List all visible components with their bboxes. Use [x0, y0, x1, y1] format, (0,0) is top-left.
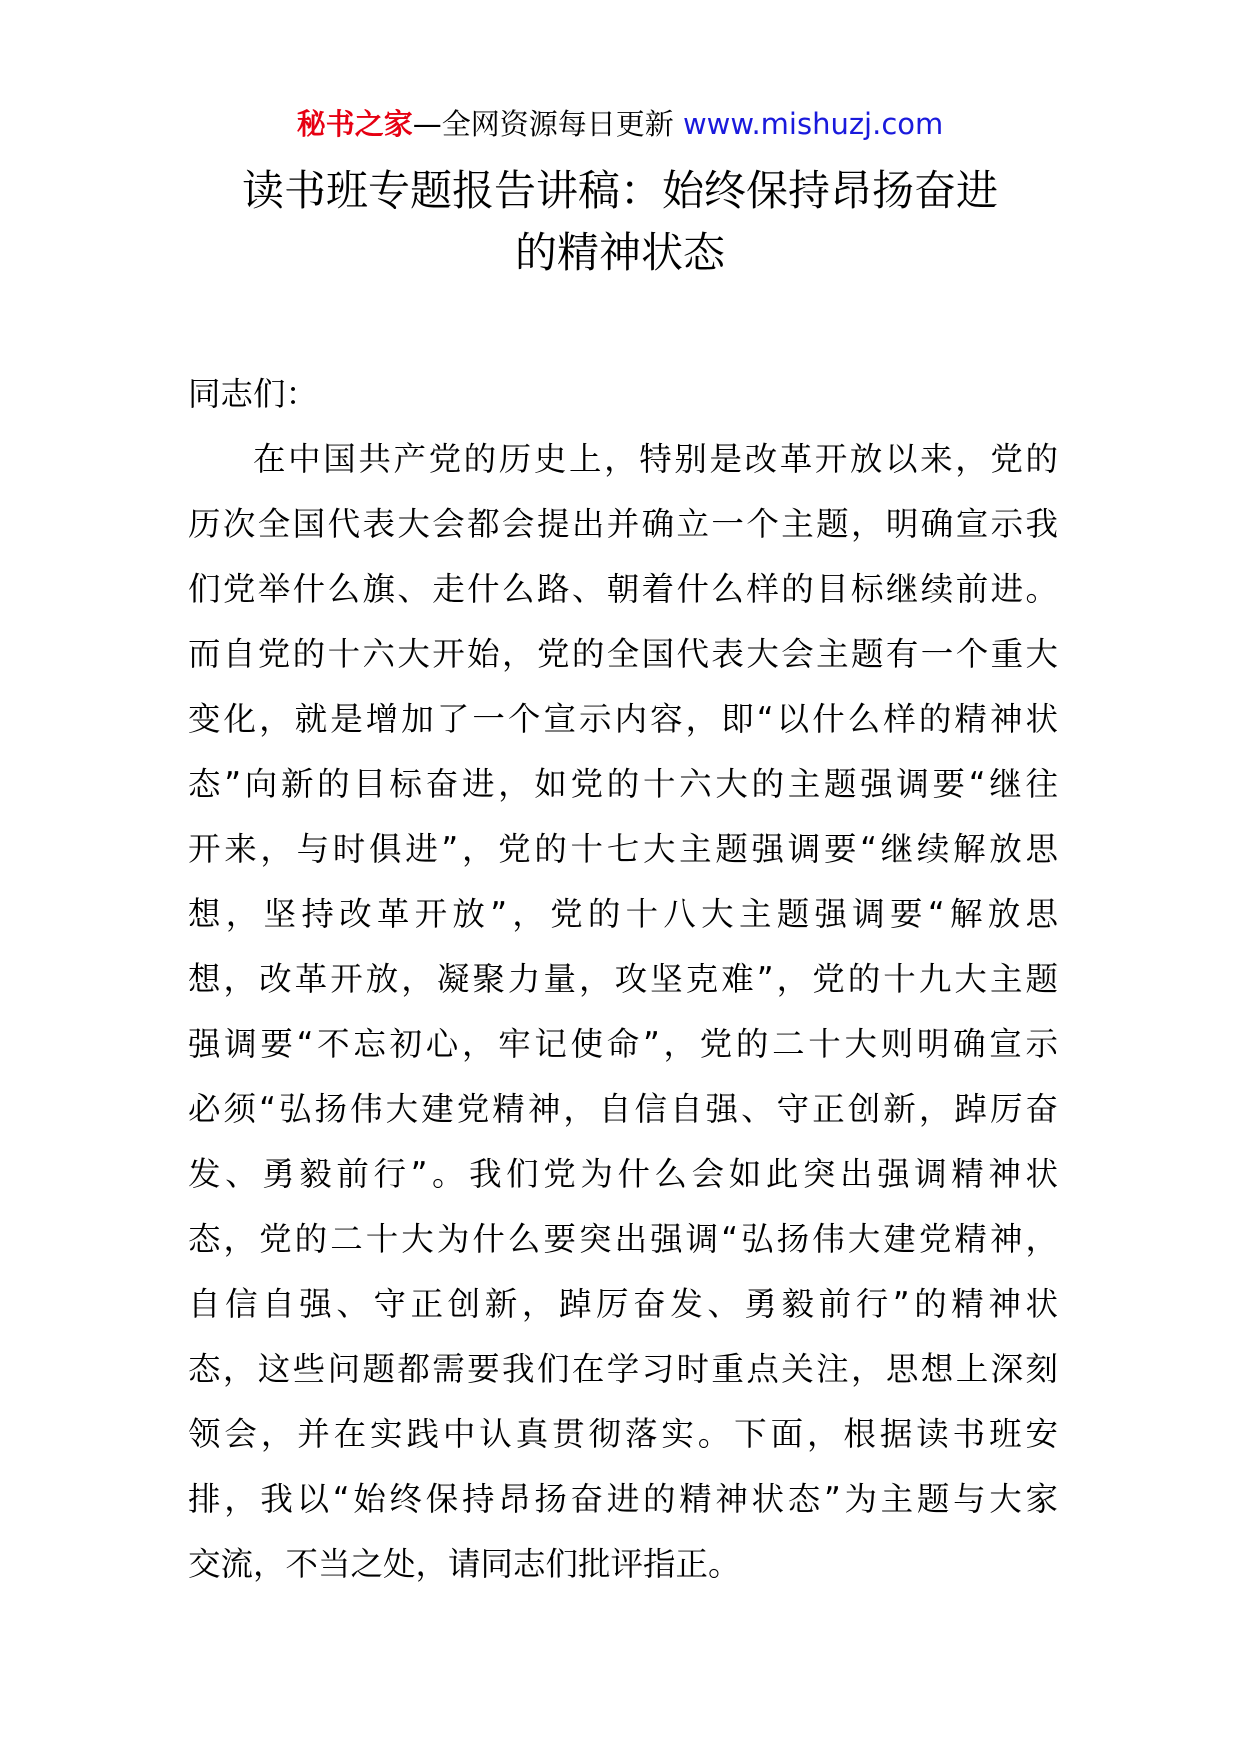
paragraph-line: 想，坚持改革开放”，党的十八大主题强调要“解放思 — [188, 895, 1058, 933]
paragraph-line: 交流，不当之处，请同志们批评指正。 — [188, 1545, 741, 1583]
paragraph-line: 态，这些问题都需要我们在学习时重点关注，思想上深刻 — [188, 1350, 1058, 1388]
paragraph-line: 们党举什么旗、走什么路、朝着什么样的目标继续前进。 — [188, 570, 1058, 608]
paragraph-line: 而自党的十六大开始，党的全国代表大会主题有一个重大 — [188, 635, 1058, 673]
paragraph-line: 必须“弘扬伟大建党精神，自信自强、守正创新，踔厉奋 — [188, 1090, 1058, 1128]
site-header — [0, 104, 1240, 144]
title-line: 读书班专题报告讲稿：始终保持昂扬奋进 — [241, 166, 998, 215]
paragraph-line: 发、勇毅前行”。我们党为什么会如此突出强调精神状 — [188, 1155, 1058, 1193]
paragraph-line: 在中国共产党的历史上，特别是改革开放以来，党的 — [253, 440, 1058, 478]
paragraph-line: 自信自强、守正创新，踔厉奋发、勇毅前行”的精神状 — [188, 1285, 1058, 1323]
paragraph-line: 历次全国代表大会都会提出并确立一个主题，明确宣示我 — [188, 505, 1058, 543]
paragraph-line: 强调要“不忘初心，牢记使命”，党的二十大则明确宣示 — [188, 1025, 1058, 1063]
salutation: 同志们： — [188, 375, 319, 413]
paragraph-line: 排，我以“始终保持昂扬奋进的精神状态”为主题与大家 — [188, 1480, 1058, 1518]
paragraph-line: 领会，并在实践中认真贯彻落实。下面，根据读书班安 — [188, 1415, 1058, 1453]
paragraph-line: 变化，就是增加了一个宣示内容，即“以什么样的精神状 — [188, 700, 1058, 738]
paragraph-line: 开来，与时俱进”，党的十七大主题强调要“继续解放思 — [188, 830, 1058, 868]
paragraph-line: 想，改革开放，凝聚力量，攻坚克难”，党的十九大主题 — [188, 960, 1058, 998]
site-tagline: —全网资源每日更新 — [412, 107, 674, 141]
site-url-link[interactable]: www.mishuzj.com — [682, 107, 944, 141]
paragraph-line: 态”向新的目标奋进，如党的十六大的主题强调要“继往 — [188, 765, 1058, 803]
site-brand: 秘书之家 — [296, 107, 413, 141]
title-line: 的精神状态 — [514, 228, 725, 277]
document-title — [140, 160, 1100, 284]
document-body — [188, 362, 1058, 1597]
paragraph-line: 态，党的二十大为什么要突出强调“弘扬伟大建党精神， — [188, 1220, 1058, 1258]
